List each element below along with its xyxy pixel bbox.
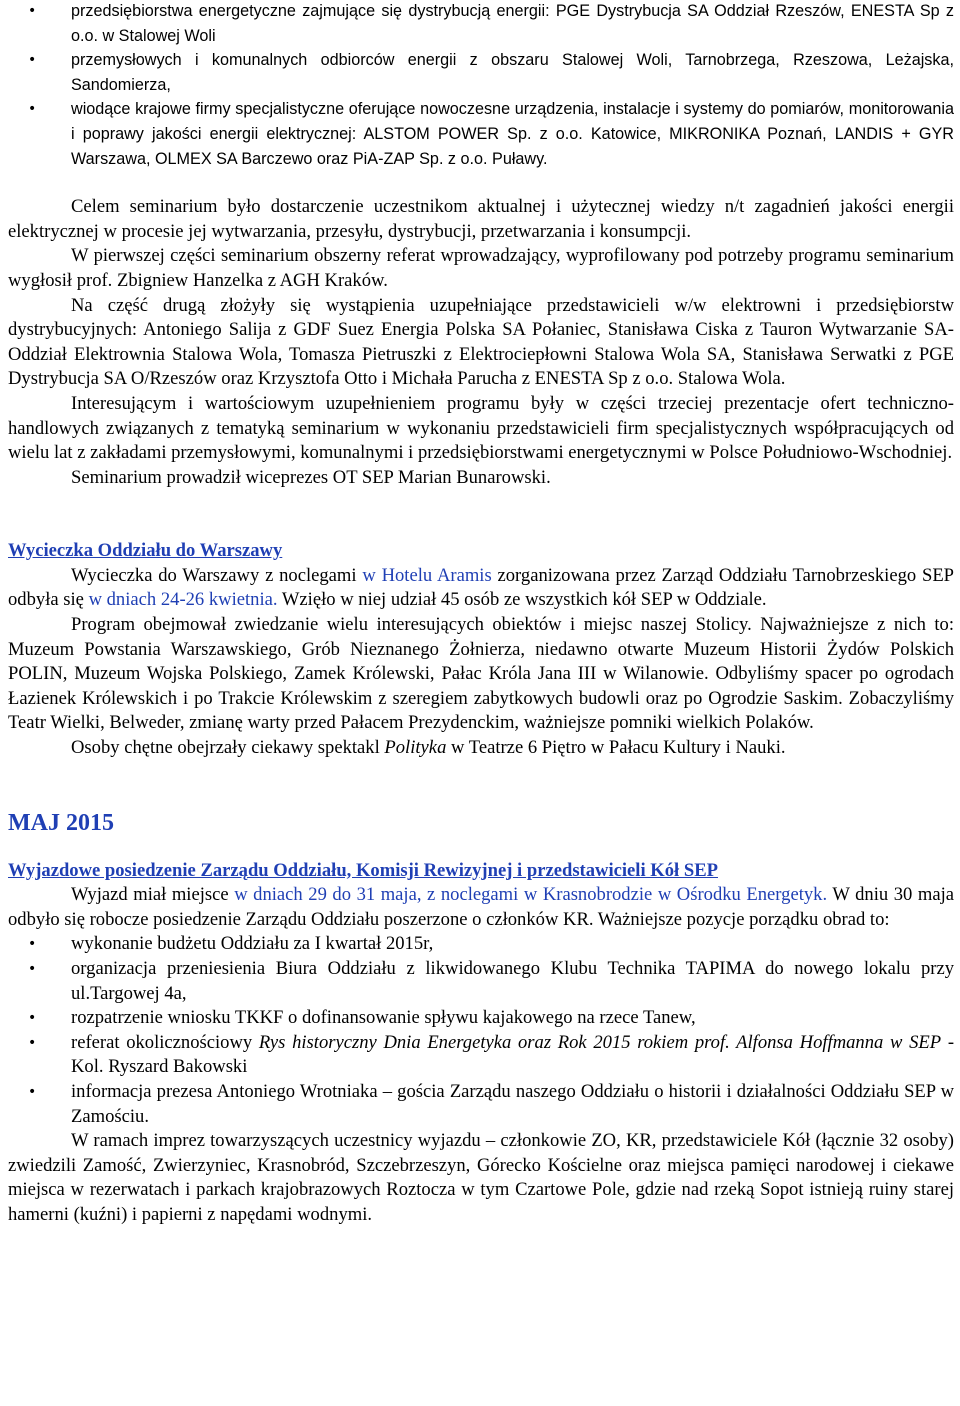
bullet-icon: • [28, 936, 37, 953]
seminar-section [8, 195, 954, 490]
paragraph: Wyjazd miał miejsce w dniach 29 do 31 maja, z noclegami w Krasnobrodzie w Ośrodku Energetyk. W dniu 30 maja odbyło się robocze posiedzenie Zarządu Oddziału poszerzone o członków KR. Ważniejsze pozycje porządku obrad to: [8, 884, 954, 930]
paragraph: Celem seminarium było dostarczenie uczestnikom aktualnej i użytecznej wiedzy n/t zagadnień jakości energii elektrycznej w procesie jej wytwarzania, przesyłu, dystrybucji, przetwarzania i konsumpcji. [8, 196, 954, 242]
list-item: • wiodące krajowe firmy specjalistyczne oferujące nowoczesne urządzenia, instalacje i systemy do pomiarów, monitorowania i poprawy jakości energii elektrycznej: ALSTOM POWER Sp. z o.o. Katowice, MIKRONIKA Poznań, LANDIS + GYR Warszawa, OLMEX SA Barczewo oraz PiA-ZAP Sp. z o.o. Puławy. [8, 97, 954, 171]
list-item: • przedsiębiorstwa energetyczne zajmujące się dystrybucją energii: PGE Dystrybucja SA Oddział Rzeszów, ENESTA Sp z o.o. w Stalowej Woli [8, 0, 954, 48]
document-page [8, 0, 954, 1228]
list-item: • referat okolicznościowy Rys historyczny Dnia Energetyka oraz Rok 2015 rokiem prof. Alfonsa Hoffmanna w SEP - Kol. Ryszard Bakowski [28, 1031, 955, 1078]
bullet-icon: • [28, 1034, 37, 1051]
bullet-icon: • [28, 52, 37, 69]
bullet-icon: • [28, 961, 37, 977]
list-item: • wykonanie budżetu Oddziału za I kwartał 2015r, [8, 932, 954, 957]
paragraph: W ramach imprez towarzyszących uczestnicy wyjazdu – członkowie ZO, KR, przedstawiciele Kół (łącznie 32 osoby) zwiedzili Zamość, Zwierzyniec, Krasnobród, Szczebrzeszyn, Górecko Kościelne oraz miejsca pamięci narodowej i ciekawe miejsca w rezerwatach i parkach krajobrazowych Roztocza w tym Czartowe Pole, gdzie nad rzeką Sopot istnieją ruiny starej hamerni (kuźni) i papierni z napędami wodnymi. [8, 1130, 954, 1225]
bullet-icon: • [28, 3, 37, 19]
bullet-icon: • [28, 1083, 37, 1100]
paragraph: Program obejmował zwiedzanie wielu interesujących obiektów i miejsc naszej Stolicy. Najważniejsze z nich to: Muzeum Powstania Warszawskiego, Grób Nieznanego Żołnierza, niedawno otwarte Muzeum Historii Żydów Polskich POLIN, Muzeum Wojska Polskiego, Zamek Królewski, Pałac Króla Jana III w Wilanowie. Odbyliśmy spacer po ogrodach Łazienek Królewskich i po Trakcie Królewskim z szeregiem zabytkowych budowli oraz po Ogrodzie Saskim. Zobaczyliśmy Teatr Wielki, Belweder, zmianę warty przed Pałacem Prezydenckim, ważniejsze pomniki wielkich Polaków. [8, 614, 954, 734]
agenda-list [8, 932, 954, 1129]
paragraph: Osoby chętne obejrzały ciekawy spektakl Polityka w Teatrze 6 Piętro w Pałacu Kultury i Nauki. [71, 737, 786, 759]
meeting-section [8, 859, 954, 1228]
list-item: • przemysłowych i komunalnych odbiorców energii z obszaru Stalowej Woli, Tarnobrzega, Rzeszowa, Leżajska, Sandomierza, [8, 48, 954, 97]
bullet-icon: • [28, 1010, 37, 1027]
list-item: • informacja prezesa Antoniego Wrotniaka – gościa Zarządu naszego Oddziału o historii i działalności Oddziału SEP w Zamościu. [28, 1080, 954, 1127]
paragraph: Wycieczka do Warszawy z noclegami w Hotelu Aramis zorganizowana przez Zarząd Oddziału Tarnobrzeskiego SEP odbyła się w dniach 24-26 kwietnia. Wzięło w niej udział 45 osób ze wszystkich kół SEP w Oddziale. [8, 564, 955, 611]
paragraph: Na część drugą złożyły się wystąpienia uzupełniające przedstawicieli w/w elektrowni i przedsiębiorstw dystrybucyjnych: Antoniego Salija z GDF Suez Energia Polska SA Połaniec, Stanisława Ciska z Tauron Wytwarzanie SA-Oddział Elektrownia Stalowa Wola, Tomasza Pietruszki z Elektrociepłowni Stalowa Wola SA, Stanisława Serwatki z PGE Dystrybucja SA O/Rzeszów oraz Krzysztofa Otto i Michała Parucha z ENESTA Sp z o.o. Stalowa Wola. [8, 294, 954, 390]
participants-list [8, 0, 954, 171]
list-item: • organizacja przeniesienia Biura Oddziału z likwidowanego Klubu Technika TAPIMA do nowego lokalu przy ul.Targowej 4a, [28, 958, 954, 1004]
paragraph: Interesującym i wartościowym uzupełnieniem programu były w części trzeciej prezentacje ofert techniczno-handlowych związanych z tematyką seminarium w wykonaniu przedstawicieli firm specjalistycznych współpracujących od wielu lat z zakładami przemysłowymi, komunalnymi i przedsiębiorstwami energetycznymi w Polsce Południowo-Wschodniej. [8, 392, 954, 464]
month-heading: MAJ 2015 [8, 809, 114, 836]
trip-section [8, 539, 954, 760]
list-item: • rozpatrzenie wniosku TKKF o dofinansowanie spływu kajakowego na rzece Tanew, [8, 1006, 954, 1031]
trip-heading[interactable]: Wycieczka Oddziału do Warszawy [8, 540, 283, 562]
paragraph: Seminarium prowadził wiceprezes OT SEP Marian Bunarowski. [71, 466, 551, 488]
meeting-heading[interactable]: Wyjazdowe posiedzenie Zarządu Oddziału, Komisji Rewizyjnej i przedstawicieli Kół SEP [8, 859, 718, 881]
bullet-icon: • [28, 101, 37, 118]
paragraph: W pierwszej części seminarium obszerny referat wprowadzający, wyprofilowany pod potrzeby programu seminarium wygłosił prof. Zbigniew Hanzelka z AGH Kraków. [8, 245, 954, 291]
